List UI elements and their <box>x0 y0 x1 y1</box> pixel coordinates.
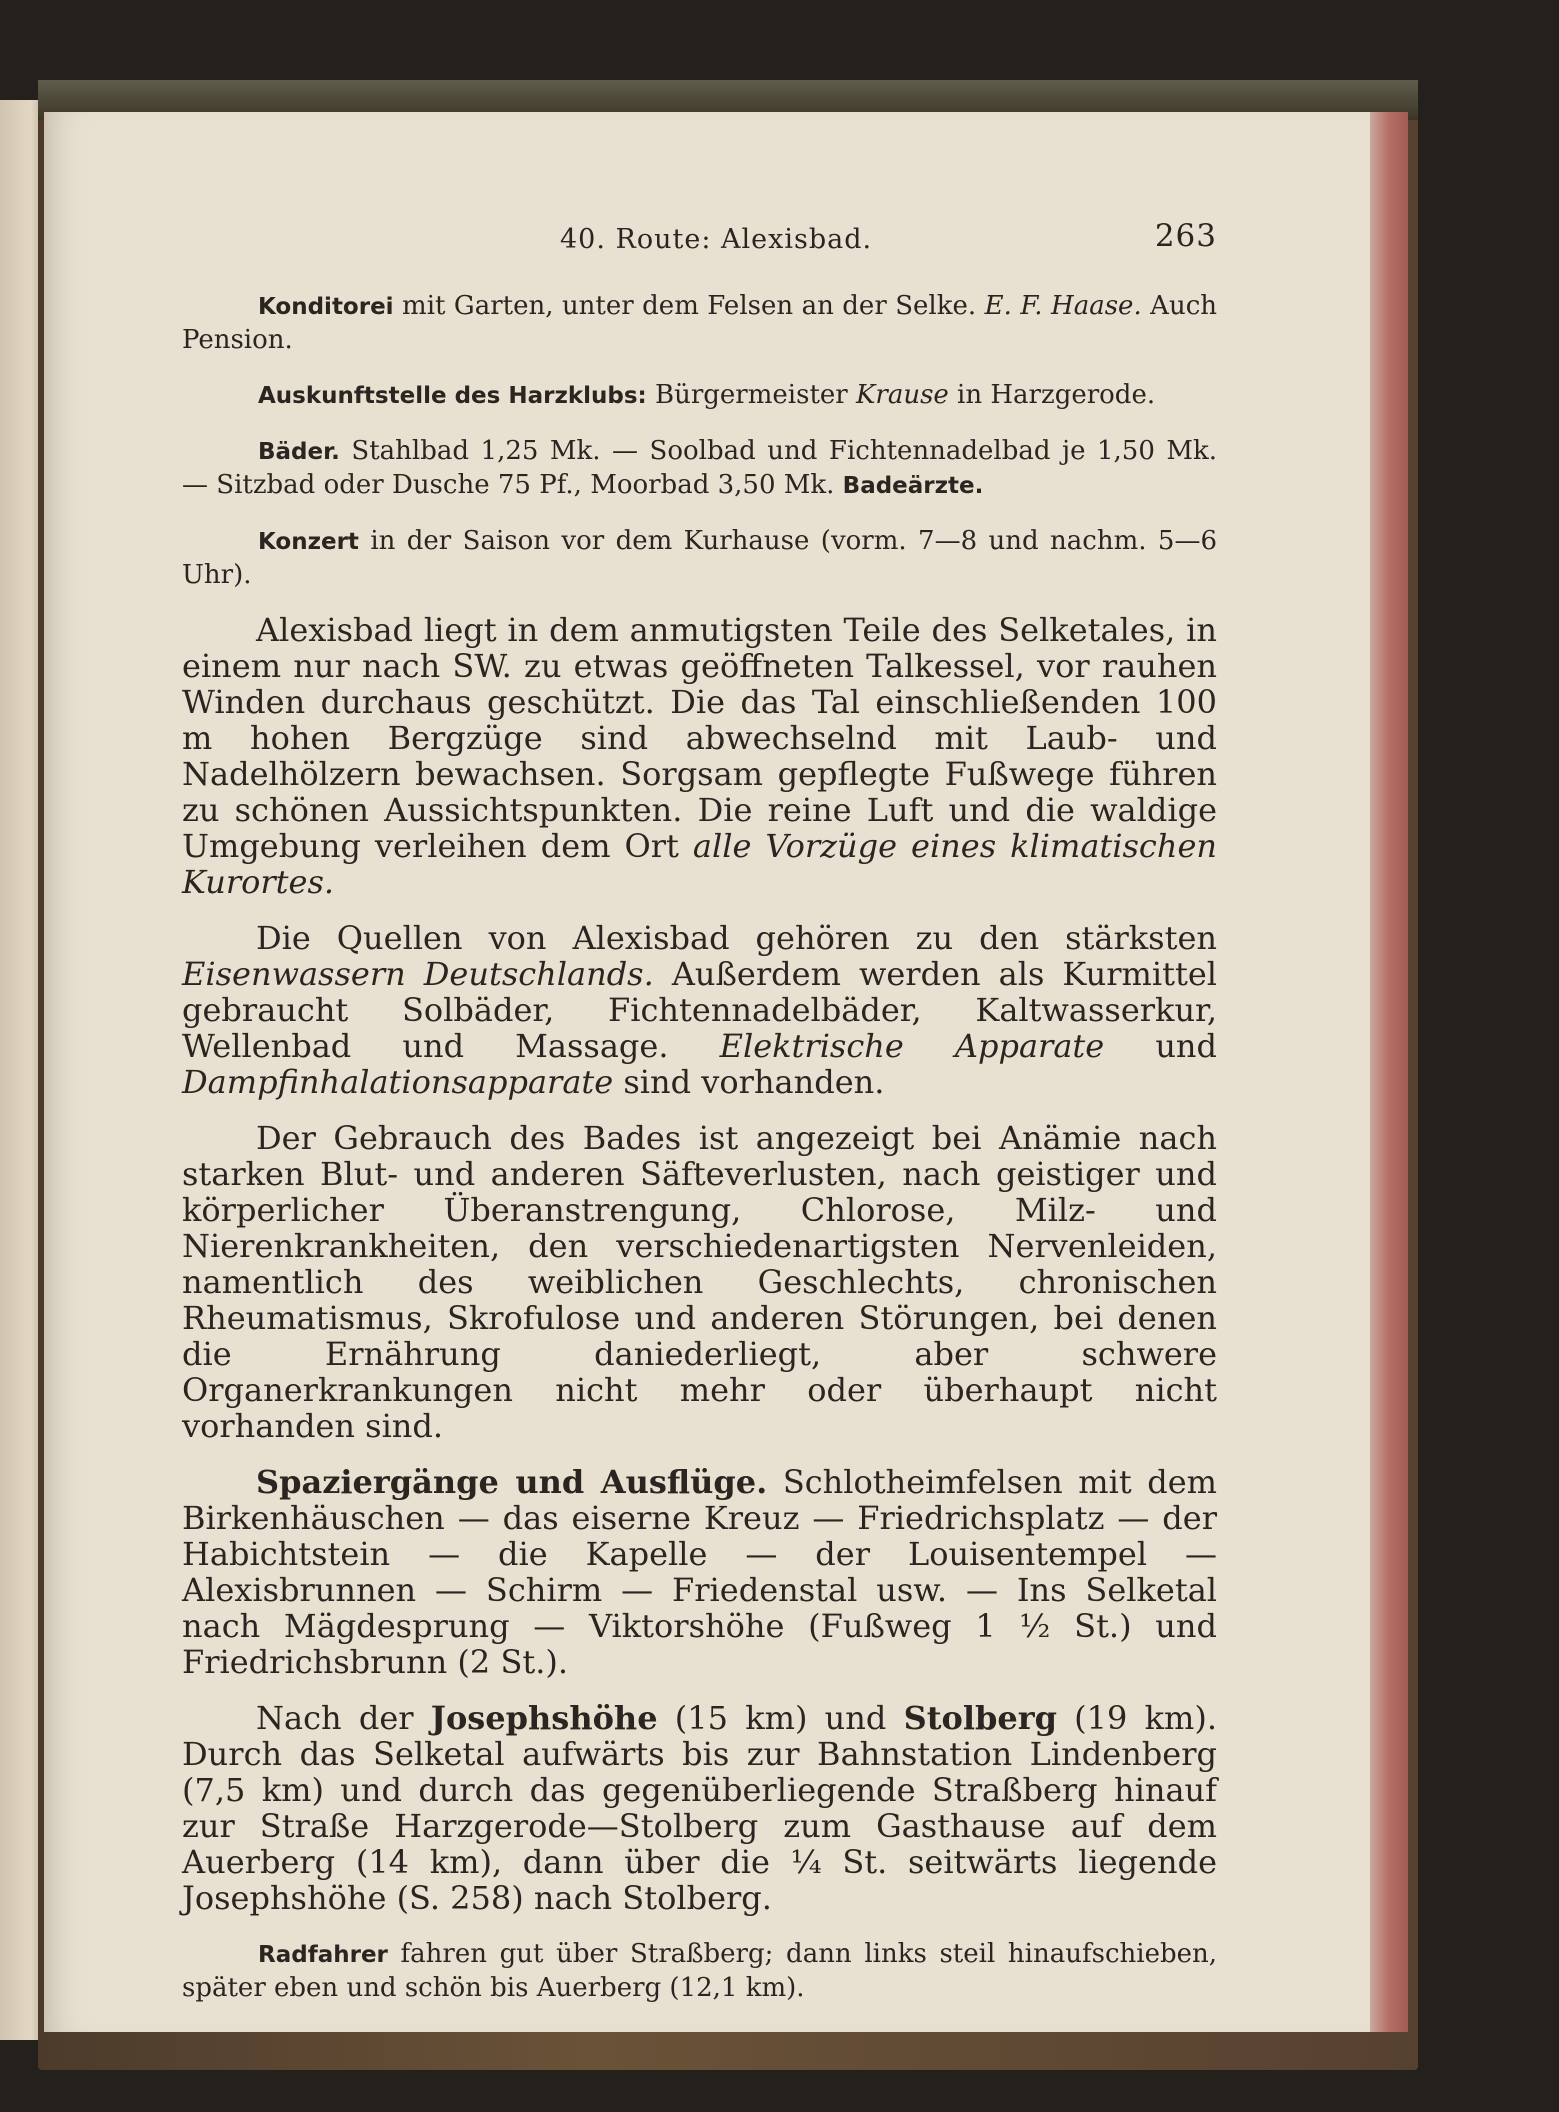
page-number: 263 <box>1154 218 1217 254</box>
note-text: Bürgermeister <box>646 380 856 410</box>
note-lead: Konzert <box>258 529 359 555</box>
footnote-radfahrer <box>182 1938 1217 2005</box>
paragraph-italic: Eisenwassern Deutschlands. <box>182 955 654 993</box>
paragraph-text: Schlotheimfelsen mit dem Birkenhäuschen — das eiserne Kreuz — Friedrichsplatz — der Habichtstein — die Kapelle — der Louisentempel — Alexisbrunnen — Schirm — Friedenstal usw. — Ins Selketal nach Mägdesprung — Viktorshöhe (Fußweg 1 ½ St.) und Friedrichsbrunn (2 St.). <box>182 1463 1218 1681</box>
footnote-text: fahren gut über Straßberg; dann links steil hinaufschieben, später eben und schön bis Auerberg (12,1 km). <box>182 1939 1217 2003</box>
note-baeder <box>182 435 1217 503</box>
paragraph-text: und <box>1104 1027 1218 1065</box>
note-italic: E. F. Haase. <box>984 291 1142 321</box>
paragraph-quellen <box>182 920 1217 1100</box>
note-konditorei <box>182 290 1217 357</box>
note-tail: in Harzgerode. <box>948 380 1156 410</box>
paragraph-text: sind vorhanden. <box>613 1063 885 1101</box>
paragraph-spaziergaenge <box>182 1464 1217 1680</box>
red-page-edge <box>1370 112 1408 2032</box>
note-auskunftstelle <box>182 379 1217 413</box>
footnote-lead: Radfahrer <box>258 1942 388 1968</box>
note-lead: Bäder. <box>258 439 340 465</box>
paragraph-gebrauch <box>182 1120 1217 1444</box>
paragraph-italic: alle Vorzüge eines klimatischen Kurortes. <box>182 827 1218 901</box>
note-text: mit Garten, unter dem Felsen an der Selke. <box>393 291 985 321</box>
note-text: in der Saison vor dem Kurhause (vorm. 7—8 und nachm. 5—6 Uhr). <box>182 526 1217 590</box>
note-konzert <box>182 525 1217 592</box>
paragraph-italic: Dampfinhalationsapparate <box>182 1063 614 1101</box>
page-content <box>182 218 1218 2005</box>
note-tail: Auch Pension. <box>182 291 1218 355</box>
paragraph-alexisbad <box>182 612 1217 900</box>
paragraph-bold: Josephshöhe <box>430 1699 658 1737</box>
note-text: Stahlbad 1,25 Mk. — Soolbad und Fichtennadelbad je 1,50 Mk. — Sitzbad oder Dusche 75 Pf., Moorbad 3,50 Mk. <box>182 436 1217 500</box>
running-head <box>182 218 1217 264</box>
note-lead: Auskunftstelle des Harzklubs: <box>258 383 647 409</box>
paragraph-bold: Stolberg <box>903 1699 1057 1737</box>
paragraph-josephshoehe <box>182 1700 1217 1916</box>
paragraph-text: Außerdem werden als Kurmittel gebraucht Solbäder, Fichtennadelbäder, Kaltwasserkur, Wellenbad und Massage. <box>182 955 1218 1065</box>
paragraph-text: (15 km) und <box>657 1699 904 1737</box>
paragraph-text: Die Quellen von Alexisbad gehören zu den stärksten <box>256 919 1217 957</box>
paragraph-text: Der Gebrauch des Bades ist angezeigt bei Anämie nach starken Blut- und anderen Säfteverlusten, nach geistiger und körperlicher Überanstrengung, Chlorose, Milz- und Nierenkrankheiten, den verschiedenartigsten Nervenleiden, namentlich des weiblichen Geschlechts, chronischen Rheumatismus, Skrofulose und anderen Störungen, bei denen die Ernährung daniederliegt, aber schwere Organerkrankungen nicht mehr oder überhaupt nicht vorhanden sind. <box>182 1119 1217 1445</box>
note-lead-2: Badeärzte. <box>842 473 984 499</box>
paragraph-text: Nach der <box>256 1699 431 1737</box>
note-italic: Krause <box>855 380 949 410</box>
paragraph-italic: Elektrische Apparate <box>719 1027 1105 1065</box>
paragraph-text: (19 km). Durch das Selketal aufwärts bis zur Bahnstation Lindenberg (7,5 km) und durch das gegenüberliegende Straßberg hinauf zur Straße Harzgerode—Stolberg zum Gasthause auf dem Auerberg (14 km), dann über die ¼ St. seitwärts liegende Josephshöhe (S. 258) nach Stolberg. <box>182 1699 1218 1917</box>
running-head-title: 40. Route: Alexisbad. <box>560 224 873 255</box>
paragraph-lead: Spaziergänge und Ausflüge. <box>256 1463 768 1501</box>
paragraph-text: Alexisbad liegt in dem anmutigsten Teile des Selketales, in einem nur nach SW. zu etwas geöffneten Talkessel, vor rauhen Winden durchaus geschützt. Die das Tal einschließenden 100 m hohen Bergzüge sind abwechselnd mit Laub- und Nadelhölzern bewachsen. Sorgsam gepflegte Fußwege führen zu schönen Aussichtspunkten. Die reine Luft und die waldige Umgebung verleihen dem Ort <box>182 611 1217 865</box>
note-lead: Konditorei <box>258 294 394 320</box>
